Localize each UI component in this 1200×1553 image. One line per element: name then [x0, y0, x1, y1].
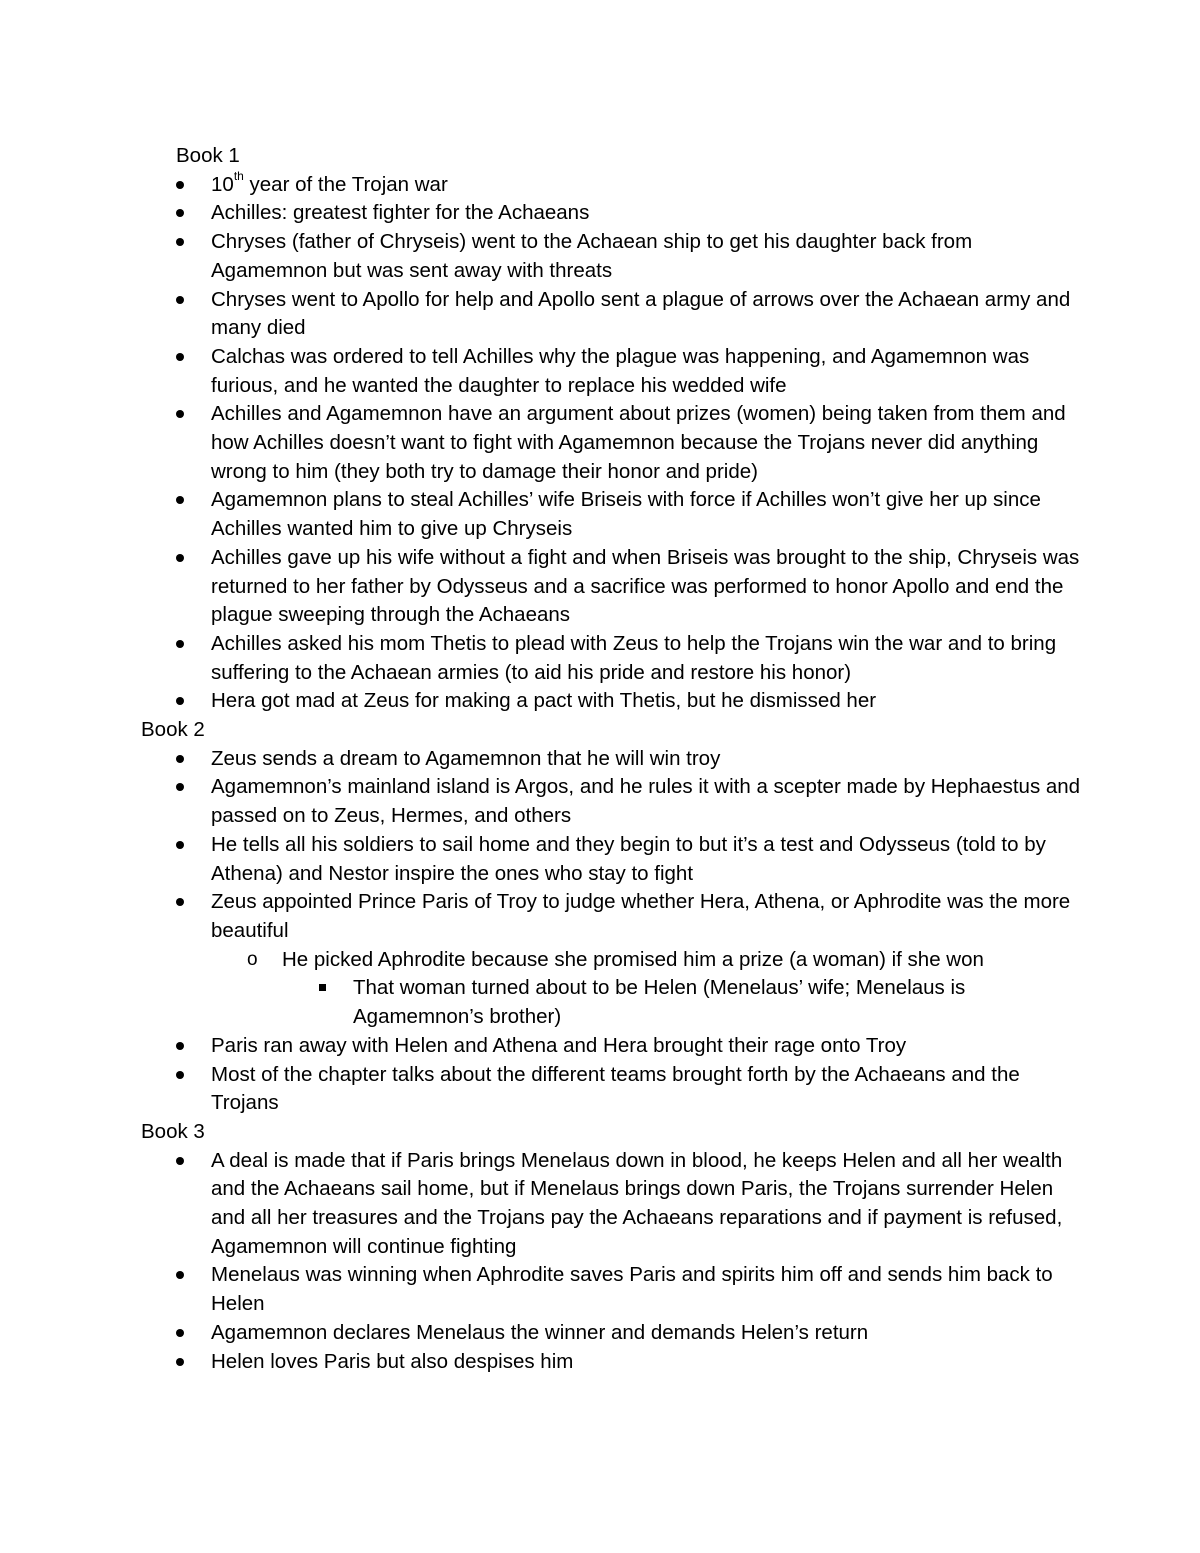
- superscript: th: [233, 168, 244, 183]
- list-item: Helen loves Paris but also despises him: [141, 1348, 1081, 1377]
- book-2-heading: Book 2: [141, 718, 205, 742]
- list-item: Hera got mad at Zeus for making a pact with Thetis, but he dismissed her: [141, 687, 1081, 716]
- list-item: Agamemnon’s mainland island is Argos, and he rules it with a scepter made by Hephaestus and passed on to Zeus, Hermes, and others: [141, 773, 1081, 830]
- list-item: Paris ran away with Helen and Athena and Hera brought their rage onto Troy: [141, 1032, 1081, 1061]
- book-1-list: [141, 168, 1081, 716]
- book-2-list: [141, 745, 1081, 1118]
- list-item-text-prefix: 10: [211, 172, 234, 196]
- list-item: Chryses (father of Chryseis) went to the Achaean ship to get his daughter back from Agamemnon but was sent away with threats: [141, 228, 1081, 285]
- list-item: Most of the chapter talks about the different teams brought forth by the Achaeans and the Trojans: [141, 1061, 1081, 1118]
- list-item: A deal is made that if Paris brings Menelaus down in blood, he keeps Helen and all her wealth and the Achaeans sail home, but if Menelaus brings down Paris, the Trojans surrender Helen and all her treasures and the Trojans pay the Achaeans reparations and if payment is refused, Agamemnon will continue fighting: [141, 1147, 1081, 1262]
- book-3-heading: Book 3: [141, 1119, 205, 1143]
- list-item: Agamemnon declares Menelaus the winner and demands Helen’s return: [141, 1319, 1081, 1348]
- list-item: Agamemnon plans to steal Achilles’ wife Briseis with force if Achilles won’t give her up since Achilles wanted him to give up Chryseis: [141, 486, 1081, 543]
- list-item: Achilles: greatest fighter for the Achaeans: [141, 199, 1081, 228]
- list-item: Zeus sends a dream to Agamemnon that he will win troy: [141, 745, 1081, 774]
- list-item: He tells all his soldiers to sail home and they begin to but it’s a test and Odysseus (told to by Athena) and Nestor inspire the ones who stay to fight: [141, 831, 1081, 888]
- list-item: Zeus appointed Prince Paris of Troy to judge whether Hera, Athena, or Aphrodite was the more beautiful: [141, 888, 1081, 945]
- book-3-list: [141, 1147, 1081, 1377]
- list-item: Chryses went to Apollo for help and Apollo sent a plague of arrows over the Achaean army and many died: [141, 286, 1081, 343]
- list-item: Achilles asked his mom Thetis to plead with Zeus to help the Trojans win the war and to bring suffering to the Achaean armies (to aid his pride and restore his honor): [141, 630, 1081, 687]
- list-item-text-suffix: year of the Trojan war: [243, 172, 448, 196]
- sub-list-item: o He picked Aphrodite because she promised him a prize (a woman) if she won: [141, 946, 1081, 975]
- list-item: [141, 168, 1081, 200]
- list-item: Achilles and Agamemnon have an argument about prizes (women) being taken from them and how Achilles doesn’t want to fight with Agamemnon because the Trojans never did anything wrong to him (they both try to damage their honor and pride): [141, 400, 1081, 486]
- list-item: Menelaus was winning when Aphrodite saves Paris and spirits him off and sends him back to Helen: [141, 1261, 1081, 1318]
- list-item: Achilles gave up his wife without a fight and when Briseis was brought to the ship, Chryseis was returned to her father by Odysseus and a sacrifice was performed to honor Apollo and end the plague sweeping through the Achaeans: [141, 544, 1081, 630]
- sub-sub-list-item: That woman turned about to be Helen (Menelaus’ wife; Menelaus is Agamemnon’s brother): [141, 974, 1081, 1031]
- list-item: Calchas was ordered to tell Achilles why the plague was happening, and Agamemnon was furious, and he wanted the daughter to replace his wedded wife: [141, 343, 1081, 400]
- book-1-heading: Book 1: [176, 144, 240, 167]
- document-content: [141, 142, 1081, 1376]
